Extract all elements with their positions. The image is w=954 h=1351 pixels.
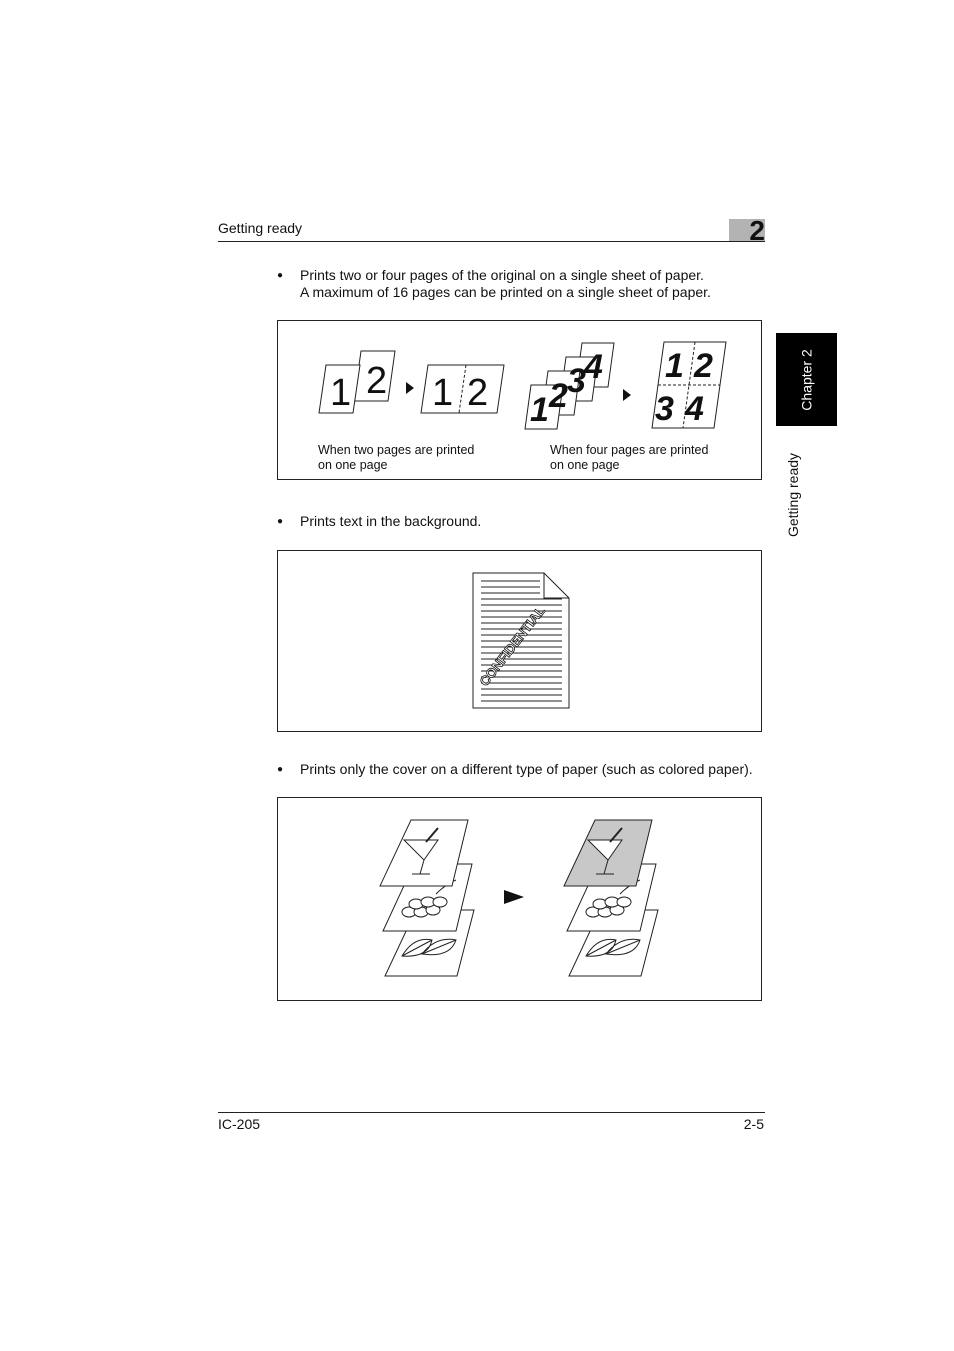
digit-2: 2 [549, 377, 568, 415]
chapter-tab-label-wrap [776, 333, 837, 426]
watermark-document-illustration [278, 551, 763, 733]
digit-3: 3 [655, 390, 674, 428]
caption-four-pages-line1: When four pages are printed [550, 443, 709, 457]
arrow-right-icon [623, 389, 631, 401]
digit-1: 1 [665, 347, 684, 385]
bullet-dot: ● [277, 516, 284, 527]
chapter-number: 2 [749, 215, 765, 246]
watermark-text: CONFIDENTIAL [476, 603, 548, 689]
running-header-title: Getting ready [218, 220, 303, 236]
section-tab-label: Getting ready [785, 452, 801, 538]
digit-3: 3 [567, 362, 586, 400]
section-tab-label-wrap [776, 440, 810, 550]
footer-page-number: 2-5 [743, 1116, 764, 1132]
bullet-text: Prints text in the background. [300, 513, 482, 529]
digit-1: 1 [530, 391, 549, 429]
bullet-text: Prints only the cover on a different type of paper (such as colored paper). [300, 761, 753, 777]
arrow-right-icon [504, 890, 524, 904]
bullet-dot: ● [277, 764, 284, 775]
digit-2: 2 [694, 347, 713, 385]
bullet-text: A maximum of 16 pages can be printed on a single sheet of paper. [300, 284, 711, 300]
arrow-right-icon [406, 382, 414, 394]
caption-four-pages-line2: on one page [550, 458, 620, 472]
caption-two-pages-line1: When two pages are printed [318, 443, 475, 457]
digit-4: 4 [584, 348, 603, 386]
bullet-text: Prints two or four pages of the original on a single sheet of paper. [300, 267, 704, 283]
cover-mode-illustration [278, 798, 763, 1002]
digit-4: 4 [685, 390, 704, 428]
footer-rule [218, 1112, 765, 1113]
bullet-dot: ● [277, 270, 284, 281]
figure-cover-mode [277, 797, 762, 1001]
digit-1: 1 [330, 372, 352, 414]
digit-2: 2 [467, 372, 489, 414]
figure-watermark [277, 550, 762, 732]
chapter-tab-label: Chapter 2 [798, 348, 815, 411]
figure-n-up [277, 320, 762, 480]
digit-1: 1 [432, 372, 454, 414]
header-rule [218, 241, 765, 242]
footer-model: IC-205 [218, 1116, 261, 1132]
digit-2: 2 [366, 360, 388, 402]
caption-two-pages-line2: on one page [318, 458, 388, 472]
